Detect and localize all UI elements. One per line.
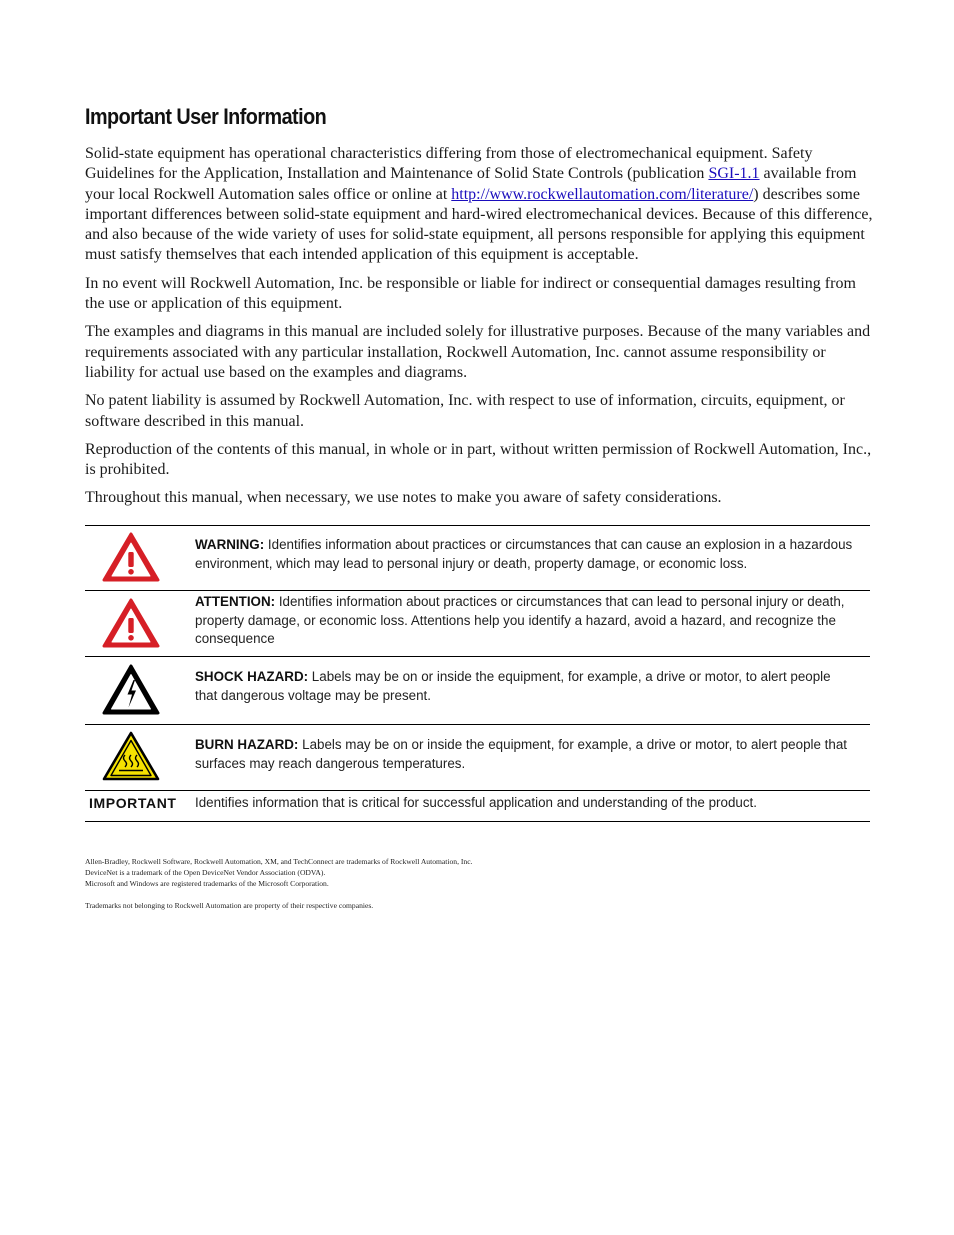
- notice-warning: [85, 526, 870, 591]
- notice-important: [85, 791, 870, 822]
- trademark-line: Trademarks not belonging to Rockwell Automation are property of their respective companies.: [85, 901, 374, 910]
- trademark-line: Microsoft and Windows are registered trademarks of the Microsoft Corporation.: [85, 879, 329, 888]
- literature-link[interactable]: http://www.rockwellautomation.com/literature/: [451, 185, 754, 203]
- warning-triangle-icon: [102, 531, 160, 583]
- warning-label: WARNING:: [195, 537, 265, 552]
- important-label: IMPORTANT: [89, 795, 177, 811]
- paragraph-reproduction: Reproduction of the contents of this manual, in whole or in part, without written permission of Rockwell Automation, Inc., is prohibited.: [85, 440, 872, 479]
- shock-hazard-icon: [102, 663, 160, 716]
- attention-label: ATTENTION:: [195, 594, 276, 609]
- attention-triangle-icon: [102, 597, 160, 649]
- shock-hazard-text: Labels may be on or inside the equipment, for example, a drive or motor, to alert people that dangerous voltage may be present.: [195, 669, 831, 703]
- shock-hazard-label: SHOCK HAZARD:: [195, 669, 309, 684]
- trademark-line: Allen-Bradley, Rockwell Software, Rockwell Automation, XM, and TechConnect are trademarks of Rockwell Automation, Inc.: [85, 857, 473, 866]
- paragraph-patent: No patent liability is assumed by Rockwell Automation, Inc. with respect to use of information, circuits, equipment, or software described in this manual.: [85, 392, 845, 430]
- page-title: Important User Information: [85, 104, 327, 129]
- warning-text: Identifies information about practices or circumstances that can cause an explosion in a hazardous environment, which may lead to personal injury or death, property damage, or economic loss.: [195, 537, 853, 571]
- burn-hazard-text: Labels may be on or inside the equipment, for example, a drive or motor, to alert people that surfaces may reach dangerous temperatures.: [195, 737, 847, 771]
- burn-hazard-icon: [102, 730, 160, 782]
- paragraph-safety-guidelines: Solid-state equipment has operational characteristics differing from those of electromechanical equipment. Safety Guidelines for the Application, Installation and Maintenance of Solid State Controls (publication SGI-1.1 available from your local Rockwell Automation sales office or online at http://www.rockwellautomation.com/literature/) describes some important differences between solid-state equipment and hard-wired electromechanical devices. Because of this difference, and also because of the wide variety of uses for solid-state equipment, all persons responsible for applying this equipment must satisfy themselves that each intended application of this equipment is acceptable.: [85, 145, 873, 264]
- burn-hazard-label: BURN HAZARD:: [195, 737, 299, 752]
- paragraph-liability: In no event will Rockwell Automation, Inc. be responsible or liable for indirect or consequential damages resulting from the use or application of this equipment.: [85, 274, 856, 313]
- notice-burn-hazard: [85, 725, 870, 791]
- safety-notice-table: [85, 525, 870, 822]
- attention-text: Identifies information about practices or circumstances that can lead to personal injury or death, property damage, or economic loss. Attentions help you identify a hazard, avoid a hazard, and recognize the consequence: [195, 594, 845, 646]
- sgi-link[interactable]: SGI-1.1: [708, 165, 760, 183]
- notice-attention: [85, 591, 870, 657]
- trademark-line: DeviceNet is a trademark of the Open DeviceNet Vendor Association (ODVA).: [85, 868, 326, 877]
- body-text: [85, 144, 875, 517]
- notice-shock-hazard: [85, 657, 870, 725]
- spacer: [85, 889, 685, 900]
- paragraph-examples: The examples and diagrams in this manual are included solely for illustrative purposes. Because of the many variables and requirements associated with any particular installation, Rockwell Automation, Inc. cannot assume responsibility or liability for actual use based on the examples and diagrams.: [85, 323, 871, 381]
- trademark-notices: [85, 856, 685, 911]
- paragraph-notes: Throughout this manual, when necessary, we use notes to make you aware of safety considerations.: [85, 489, 722, 507]
- important-text: Identifies information that is critical for successful application and understanding of the product.: [195, 795, 757, 810]
